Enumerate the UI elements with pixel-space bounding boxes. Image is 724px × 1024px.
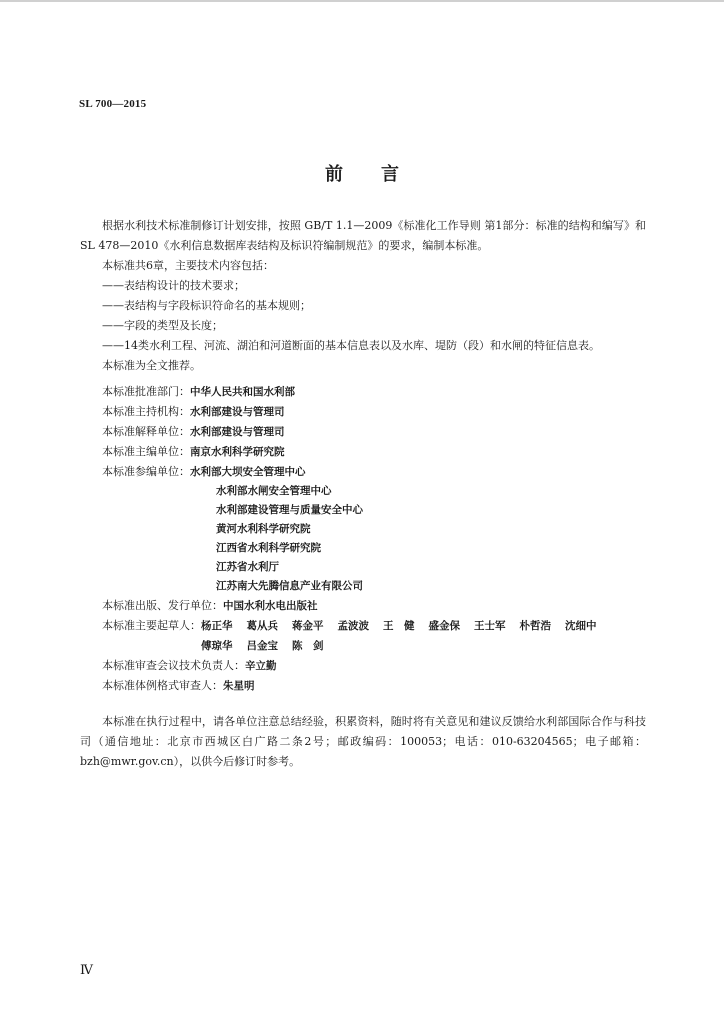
format-reviewer-value: 朱星明	[223, 680, 255, 692]
reviewer-label: 本标准审查会议技术负责人：	[102, 659, 245, 672]
recommendation-note: 本标准为全文推荐。	[102, 359, 201, 372]
host-label: 本标准主持机构：	[102, 405, 190, 418]
drafter-name: 蒋金平	[292, 620, 324, 632]
participant-label: 本标准参编单位：	[102, 465, 190, 478]
scan-edge-line	[0, 0, 724, 2]
responsible-units	[80, 382, 646, 696]
reviewer-value: 辛立勤	[245, 660, 277, 672]
format-reviewer-row	[80, 676, 646, 696]
drafters-label: 本标准主要起草人：	[102, 619, 201, 632]
contents-intro: 本标准共6章，主要技术内容包括：	[102, 259, 274, 272]
publisher-value: 中国水利水电出版社	[223, 600, 318, 612]
drafter-name: 王士军	[474, 620, 506, 632]
participant-row	[80, 462, 646, 482]
participant-value: 江苏省水利厅	[216, 561, 279, 573]
drafter-name: 孟波波	[337, 620, 369, 632]
content-item: ——表结构设计的技术要求；	[102, 279, 245, 292]
host-value: 水利部建设与管理司	[190, 406, 285, 418]
intro-paragraph: 根据水利技术标准制修订计划安排，按照 GB/T 1.1—2009《标准化工作导则 第1部分：标准的结构和编写》和 SL 478—2010《水利信息数据库表结构及标识符编制规范》的要求，编制本标准。	[80, 219, 646, 252]
approval-row	[80, 382, 646, 402]
interpret-value: 水利部建设与管理司	[190, 426, 285, 438]
participant-value: 水利部大坝安全管理中心	[190, 466, 306, 478]
participant-value: 江西省水利科学研究院	[216, 542, 321, 554]
standard-code: SL 700—2015	[79, 98, 147, 110]
interpret-row	[80, 422, 646, 442]
drafter-name: 葛从兵	[246, 620, 278, 632]
page-title: 前言	[325, 164, 437, 185]
content-item: ——14类水利工程、河流、湖泊和河道断面的基本信息表以及水库、堤防（段）和水闸的特征信息表。	[102, 339, 600, 352]
chief-editor-value: 南京水利科学研究院	[190, 446, 285, 458]
participant-value: 水利部建设管理与质量安全中心	[216, 504, 363, 516]
drafter-name: 盛金保	[428, 620, 460, 632]
drafter-name: 朴哲浩	[519, 620, 551, 632]
chief-editor-row	[80, 442, 646, 462]
page-number: Ⅳ	[80, 962, 93, 977]
drafters-row	[80, 616, 646, 656]
drafter-name: 王 健	[383, 620, 415, 632]
closing-paragraph: 本标准在执行过程中，请各单位注意总结经验，积累资料，随时将有关意见和建议反馈给水利部国际合作与科技司（通信地址：北京市西城区白广路二条2号；邮政编码：100053；电话：010-63204565；电子邮箱：bzh@mwr.gov.cn），以供今后修订时参考。	[80, 715, 646, 768]
approval-value: 中华人民共和国水利部	[190, 386, 295, 398]
drafter-name: 沈细中	[565, 620, 597, 632]
approval-label: 本标准批准部门：	[102, 385, 190, 398]
content-item: ——字段的类型及长度；	[102, 319, 223, 332]
document-body	[80, 216, 646, 772]
interpret-label: 本标准解释单位：	[102, 425, 190, 438]
drafter-name: 杨正华	[201, 620, 233, 632]
format-reviewer-label: 本标准体例格式审查人：	[102, 679, 223, 692]
drafter-name: 傅琼华	[201, 640, 233, 652]
participant-value: 黄河水利科学研究院	[216, 523, 311, 535]
publisher-label: 本标准出版、发行单位：	[102, 599, 223, 612]
participant-value: 水利部水闸安全管理中心	[216, 485, 332, 497]
reviewer-row	[80, 656, 646, 676]
chief-editor-label: 本标准主编单位：	[102, 445, 190, 458]
drafters-list	[201, 616, 621, 656]
drafter-name: 吕金宝	[246, 640, 278, 652]
publisher-row	[80, 596, 646, 616]
drafter-name: 陈 剑	[292, 640, 324, 652]
participant-value: 江苏南大先腾信息产业有限公司	[216, 580, 363, 592]
host-row	[80, 402, 646, 422]
content-item: ——表结构与字段标识符命名的基本规则；	[102, 299, 311, 312]
